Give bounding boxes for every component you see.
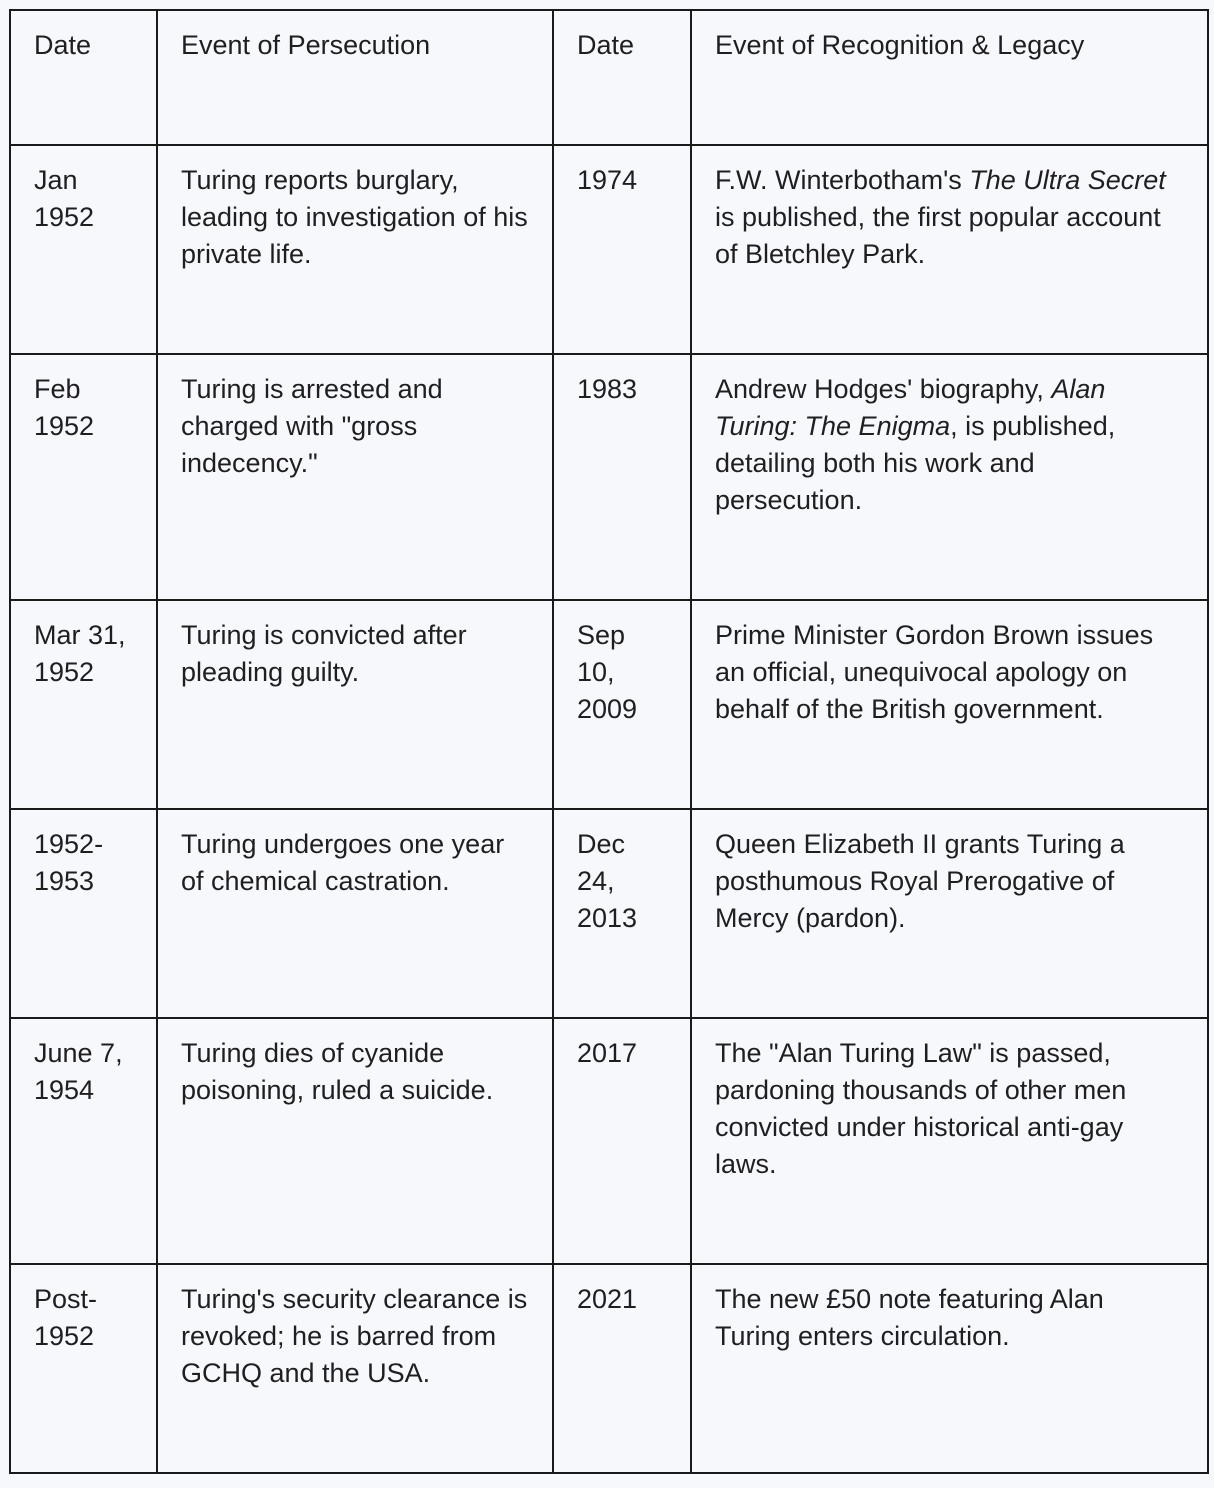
header-date-recognition: Date	[553, 10, 691, 145]
recognition-event-cell	[691, 600, 1208, 809]
persecution-event-cell: Turing is arrested and charged with "gross indecency."	[157, 354, 553, 600]
persecution-date-cell: June 7, 1954	[10, 1018, 157, 1264]
persecution-date-cell: 1952-1953	[10, 809, 157, 1018]
recognition-event-cell	[691, 354, 1208, 600]
table-row	[10, 145, 1208, 354]
persecution-event-cell: Turing reports burglary, leading to investigation of his private life.	[157, 145, 553, 354]
recognition-text: is published, the first popular account of Bletchley Park.	[715, 202, 1161, 269]
header-row	[10, 10, 1208, 145]
persecution-date-cell: Jan 1952	[10, 145, 157, 354]
book-title: The Ultra Secret	[969, 165, 1166, 195]
table-row	[10, 1264, 1208, 1473]
recognition-text: , is published, detailing both his work and persecution.	[715, 411, 1116, 515]
recognition-date-cell: Sep 10, 2009	[553, 600, 691, 809]
table-row	[10, 809, 1208, 1018]
table-row	[10, 354, 1208, 600]
table-row	[10, 600, 1208, 809]
book-title: Alan Turing: The Enigma	[715, 374, 1106, 441]
persecution-event-cell: Turing undergoes one year of chemical castration.	[157, 809, 553, 1018]
recognition-text: The new £50 note featuring Alan Turing enters circulation.	[715, 1284, 1104, 1351]
recognition-text: Andrew Hodges' biography,	[715, 374, 1052, 404]
timeline-table-container	[9, 9, 1209, 1474]
recognition-date-cell: 1983	[553, 354, 691, 600]
persecution-date-cell: Mar 31, 1952	[10, 600, 157, 809]
header-event-recognition: Event of Recognition & Legacy	[691, 10, 1208, 145]
recognition-text: The "Alan Turing Law" is passed, pardoning thousands of other men convicted under historical anti-gay laws.	[715, 1038, 1127, 1179]
timeline-table	[9, 9, 1209, 1474]
persecution-event-cell: Turing's security clearance is revoked; he is barred from GCHQ and the USA.	[157, 1264, 553, 1473]
table-row	[10, 1018, 1208, 1264]
recognition-text: Queen Elizabeth II grants Turing a posthumous Royal Prerogative of Mercy (pardon).	[715, 829, 1125, 933]
recognition-text: Prime Minister Gordon Brown issues an official, unequivocal apology on behalf of the British government.	[715, 620, 1154, 724]
header-date-persecution: Date	[10, 10, 157, 145]
recognition-date-cell: 2017	[553, 1018, 691, 1264]
recognition-event-cell	[691, 809, 1208, 1018]
recognition-date-cell: 1974	[553, 145, 691, 354]
recognition-date-cell: Dec 24, 2013	[553, 809, 691, 1018]
recognition-text: F.W. Winterbotham's	[715, 165, 970, 195]
header-event-persecution: Event of Persecution	[157, 10, 553, 145]
recognition-event-cell	[691, 145, 1208, 354]
persecution-event-cell: Turing dies of cyanide poisoning, ruled a suicide.	[157, 1018, 553, 1264]
recognition-event-cell	[691, 1018, 1208, 1264]
recognition-date-cell: 2021	[553, 1264, 691, 1473]
persecution-event-cell: Turing is convicted after pleading guilty.	[157, 600, 553, 809]
persecution-date-cell: Post-1952	[10, 1264, 157, 1473]
recognition-event-cell	[691, 1264, 1208, 1473]
persecution-date-cell: Feb 1952	[10, 354, 157, 600]
